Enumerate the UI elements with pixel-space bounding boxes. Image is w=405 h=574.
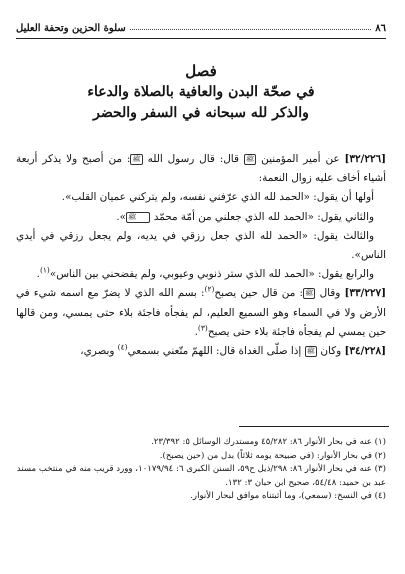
- honorific-symbol: ﷺ: [132, 155, 141, 163]
- paragraph-hadith-228: [16, 342, 386, 361]
- text-run: قال: قال رسول الله: [142, 153, 244, 165]
- text-run: : بسم الله الذي لا يضرّ مع اسمه شيء في الأرض ولا في السماء وهو السميع العليم، لم يفجأه فاجئة بلاء حتى يمسي، ومن قالها حين يمسي لم يفجأه فاجئة بلاء حتى يصبح: [16, 287, 386, 338]
- footnote-ref: (٢): [204, 284, 215, 294]
- hadith-number: [٣٤/٢٢٨]: [344, 345, 386, 358]
- footnote-1: (١) عنه في بحار الأنوار ٨٦: ٤٥/٢٨٢ ومستدرك الوسائل ٥: ٢٣/٣٩٢.: [151, 437, 386, 447]
- paragraph-hadith-226: [16, 150, 386, 188]
- text-run: .: [36, 268, 40, 281]
- text-run: عن أمير المؤمنين: [256, 153, 345, 165]
- book-title: سلوة الحزين وتحفة العليل: [16, 23, 126, 34]
- hadith-number: [٣٢/٢٢٦]: [344, 153, 386, 165]
- text-run: وبصري،: [80, 345, 118, 358]
- header-rule: [16, 38, 386, 39]
- text-run: إذا صلّى الغداة قال: اللهمّ متّعني بسمعي: [127, 345, 305, 358]
- footnote-separator: [239, 426, 389, 427]
- paragraph-fourth-saying: [16, 265, 386, 284]
- text-run: وقال: [315, 287, 345, 300]
- section-heading-line-1: فصل: [185, 62, 217, 80]
- footnote-3: (٣) عنه في بحار الأنوار ٨٦: ٢٩٨/ذيل ح٥٩، السنن الكبرى ٦: ١٠١٧٩/٩٤، وورد قريب منه في منتخب مسند عبد بن حميد: ٥٤/٤٨، صحيح ابن حبان ٣: ١٣٢.: [16, 464, 386, 488]
- section-heading: [16, 60, 386, 124]
- paragraph-hadith-227: [16, 284, 386, 342]
- text-run: والرابع يقول: «الحمد لله الذي ستر ذنوبي وعيوبي، ولم يفضحني بين الناس»: [49, 268, 374, 281]
- main-text: [16, 150, 386, 361]
- paragraph-second-saying: [16, 208, 386, 227]
- text-run: ».: [116, 210, 127, 223]
- text-run: وكان: [317, 345, 345, 358]
- footnote-ref: (٤): [117, 342, 128, 352]
- header-dotted-leader: [130, 29, 371, 30]
- text-run: : من قال حين يصبح: [214, 287, 303, 300]
- honorific-symbol: ﷺ: [245, 155, 255, 163]
- page-number: ٨٦: [375, 23, 386, 34]
- paragraph-third-saying: والثالث يقول: «الحمد لله الذي جعل رزقي في يديه، ولم يجعل رزقي في أيدي الناس».: [16, 229, 386, 262]
- section-heading-line-3: والذكر لله سبحانه في السفر والحضر: [93, 105, 309, 121]
- text-run: والثاني يقول: «الحمد لله الذي جعلني من أمّة محمّد: [150, 210, 374, 223]
- honorific-symbol: ﷺ: [304, 289, 314, 298]
- text-run: : من أصبح ولا يذكر أربعة أشياء أخاف عليه زوال النعمة:: [16, 153, 386, 185]
- footnote-ref: (١): [39, 265, 50, 275]
- footnote-4: (٤) في النسخ: (سمعي)، وما أثبتناه موافق لبحار الأنوار.: [190, 491, 386, 502]
- hadith-number: [٣٣/٢٢٧]: [344, 287, 387, 300]
- footnote-ref: (٣): [197, 323, 208, 333]
- honorific-symbol: ﷺ: [306, 347, 316, 356]
- footnotes: [16, 436, 386, 504]
- honorific-symbol: ﷺ: [126, 212, 150, 223]
- section-heading-line-2: في صحّة البدن والعافية بالصلاة والدعاء: [87, 84, 315, 100]
- footnote-2: (٢) في بحار الأنوار: (في صبيحة يومه ثلاثاً) بدل من (حين يصبح).: [159, 450, 386, 461]
- text-run: .: [194, 325, 198, 338]
- running-header: [16, 18, 386, 34]
- paragraph-first-saying: أولها أن يقول: «الحمد لله الذي عرّفني نفسه، ولم يتركني عميان القلب».: [61, 191, 374, 204]
